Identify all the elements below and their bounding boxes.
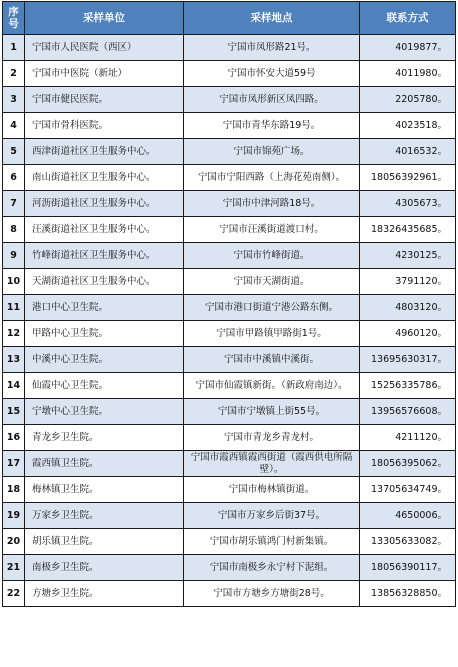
row-index: 5 <box>3 139 25 165</box>
row-address: 宁国市梅林镇街道。 <box>184 477 360 503</box>
header-index: 序号 <box>3 2 25 35</box>
row-unit: 甲路中心卫生院。 <box>25 321 184 347</box>
table-row <box>3 555 456 581</box>
row-index: 2 <box>3 61 25 87</box>
row-index: 4 <box>3 113 25 139</box>
row-index: 7 <box>3 191 25 217</box>
row-address: 宁国市锦苑广场。 <box>184 139 360 165</box>
row-address: 宁国市中津河路18号。 <box>184 191 360 217</box>
row-unit: 天湖街道社区卫生服务中心。 <box>25 269 184 295</box>
row-address: 宁国市凤形新区凤四路。 <box>184 87 360 113</box>
row-unit: 宁墩中心卫生院。 <box>25 399 184 425</box>
row-phone: 4016532。 <box>360 139 456 165</box>
row-phone: 4230125。 <box>360 243 456 269</box>
row-phone: 13856328850。 <box>360 581 456 607</box>
row-index: 6 <box>3 165 25 191</box>
row-address: 宁国市港口街道宁港公路东侧。 <box>184 295 360 321</box>
row-index: 12 <box>3 321 25 347</box>
row-index: 17 <box>3 451 25 477</box>
row-unit: 西津街道社区卫生服务中心。 <box>25 139 184 165</box>
row-unit: 梅林镇卫生院。 <box>25 477 184 503</box>
sampling-sites-table <box>2 1 456 607</box>
row-index: 19 <box>3 503 25 529</box>
row-phone: 4211120。 <box>360 425 456 451</box>
table-row <box>3 139 456 165</box>
row-phone: 18326435685。 <box>360 217 456 243</box>
table-row <box>3 529 456 555</box>
row-unit: 青龙乡卫生院。 <box>25 425 184 451</box>
table-row <box>3 425 456 451</box>
row-unit: 港口中心卫生院。 <box>25 295 184 321</box>
table-row <box>3 87 456 113</box>
row-unit: 南极乡卫生院。 <box>25 555 184 581</box>
row-phone: 13695630317。 <box>360 347 456 373</box>
row-unit: 南山街道社区卫生服务中心。 <box>25 165 184 191</box>
row-phone: 18056395062。 <box>360 451 456 477</box>
row-index: 22 <box>3 581 25 607</box>
row-phone: 18056390117。 <box>360 555 456 581</box>
row-index: 13 <box>3 347 25 373</box>
row-index: 14 <box>3 373 25 399</box>
table-row <box>3 503 456 529</box>
table-row <box>3 347 456 373</box>
header-address: 采样地点 <box>184 2 360 35</box>
table-row <box>3 295 456 321</box>
row-index: 11 <box>3 295 25 321</box>
row-index: 16 <box>3 425 25 451</box>
row-phone: 4650006。 <box>360 503 456 529</box>
row-index: 1 <box>3 35 25 61</box>
row-phone: 4023518。 <box>360 113 456 139</box>
row-index: 8 <box>3 217 25 243</box>
row-unit: 宁国市健民医院。 <box>25 87 184 113</box>
table-row <box>3 113 456 139</box>
row-phone: 4019877。 <box>360 35 456 61</box>
table-row <box>3 399 456 425</box>
table-row <box>3 451 456 477</box>
row-address: 宁国市青华东路19号。 <box>184 113 360 139</box>
row-unit: 竹峰街道社区卫生服务中心。 <box>25 243 184 269</box>
row-unit: 万家乡卫生院。 <box>25 503 184 529</box>
table-row <box>3 269 456 295</box>
table-row <box>3 35 456 61</box>
row-unit: 胡乐镇卫生院。 <box>25 529 184 555</box>
row-address: 宁国市竹峰街道。 <box>184 243 360 269</box>
table-row <box>3 321 456 347</box>
row-index: 3 <box>3 87 25 113</box>
row-phone: 13956576608。 <box>360 399 456 425</box>
table-row <box>3 61 456 87</box>
table-row <box>3 191 456 217</box>
table-row <box>3 581 456 607</box>
row-address: 宁国市凤形路21号。 <box>184 35 360 61</box>
table-header-row <box>3 2 456 35</box>
row-unit: 中溪中心卫生院。 <box>25 347 184 373</box>
row-address: 宁国市霞西镇霞西街道（霞西供电所隔壁）。 <box>184 451 360 477</box>
row-address: 宁国市方塘乡方塘街28号。 <box>184 581 360 607</box>
header-unit: 采样单位 <box>25 2 184 35</box>
row-phone: 15256335786。 <box>360 373 456 399</box>
row-unit: 宁国市中医院（新址） <box>25 61 184 87</box>
row-address: 宁国市怀安大道59号 <box>184 61 360 87</box>
row-unit: 河沥街道社区卫生服务中心。 <box>25 191 184 217</box>
row-index: 10 <box>3 269 25 295</box>
table-row <box>3 217 456 243</box>
row-address: 宁国市万家乡后街37号。 <box>184 503 360 529</box>
row-unit: 方塘乡卫生院。 <box>25 581 184 607</box>
row-index: 15 <box>3 399 25 425</box>
table-row <box>3 477 456 503</box>
row-address: 宁国市青龙乡青龙村。 <box>184 425 360 451</box>
row-address: 宁国市甲路镇甲路街1号。 <box>184 321 360 347</box>
row-address: 宁国市天湖街道。 <box>184 269 360 295</box>
table-body <box>3 35 456 607</box>
row-index: 18 <box>3 477 25 503</box>
row-phone: 4011980。 <box>360 61 456 87</box>
row-unit: 宁国市人民医院（西区） <box>25 35 184 61</box>
row-address: 宁国市南极乡永宁村下泥组。 <box>184 555 360 581</box>
row-unit: 汪溪街道社区卫生服务中心。 <box>25 217 184 243</box>
row-phone: 2205780。 <box>360 87 456 113</box>
row-phone: 4305673。 <box>360 191 456 217</box>
header-phone: 联系方式 <box>360 2 456 35</box>
row-index: 21 <box>3 555 25 581</box>
row-phone: 13305633082。 <box>360 529 456 555</box>
row-address: 宁国市仙霞镇新街。（新政府南边）。 <box>184 373 360 399</box>
table-row <box>3 165 456 191</box>
table-row <box>3 373 456 399</box>
row-phone: 18056392961。 <box>360 165 456 191</box>
row-unit: 霞西镇卫生院。 <box>25 451 184 477</box>
row-unit: 宁国市骨科医院。 <box>25 113 184 139</box>
row-index: 20 <box>3 529 25 555</box>
row-phone: 4960120。 <box>360 321 456 347</box>
row-index: 9 <box>3 243 25 269</box>
row-phone: 13705634749。 <box>360 477 456 503</box>
row-address: 宁国市宁阳西路（上海花苑南侧）。 <box>184 165 360 191</box>
row-address: 宁国市汪溪街道渡口村。 <box>184 217 360 243</box>
row-unit: 仙霞中心卫生院。 <box>25 373 184 399</box>
row-address: 宁国市中溪镇中溪街。 <box>184 347 360 373</box>
row-address: 宁国市宁墩镇上街55号。 <box>184 399 360 425</box>
row-phone: 3791120。 <box>360 269 456 295</box>
row-address: 宁国市胡乐镇鸿门村新集镇。 <box>184 529 360 555</box>
table-row <box>3 243 456 269</box>
row-phone: 4803120。 <box>360 295 456 321</box>
